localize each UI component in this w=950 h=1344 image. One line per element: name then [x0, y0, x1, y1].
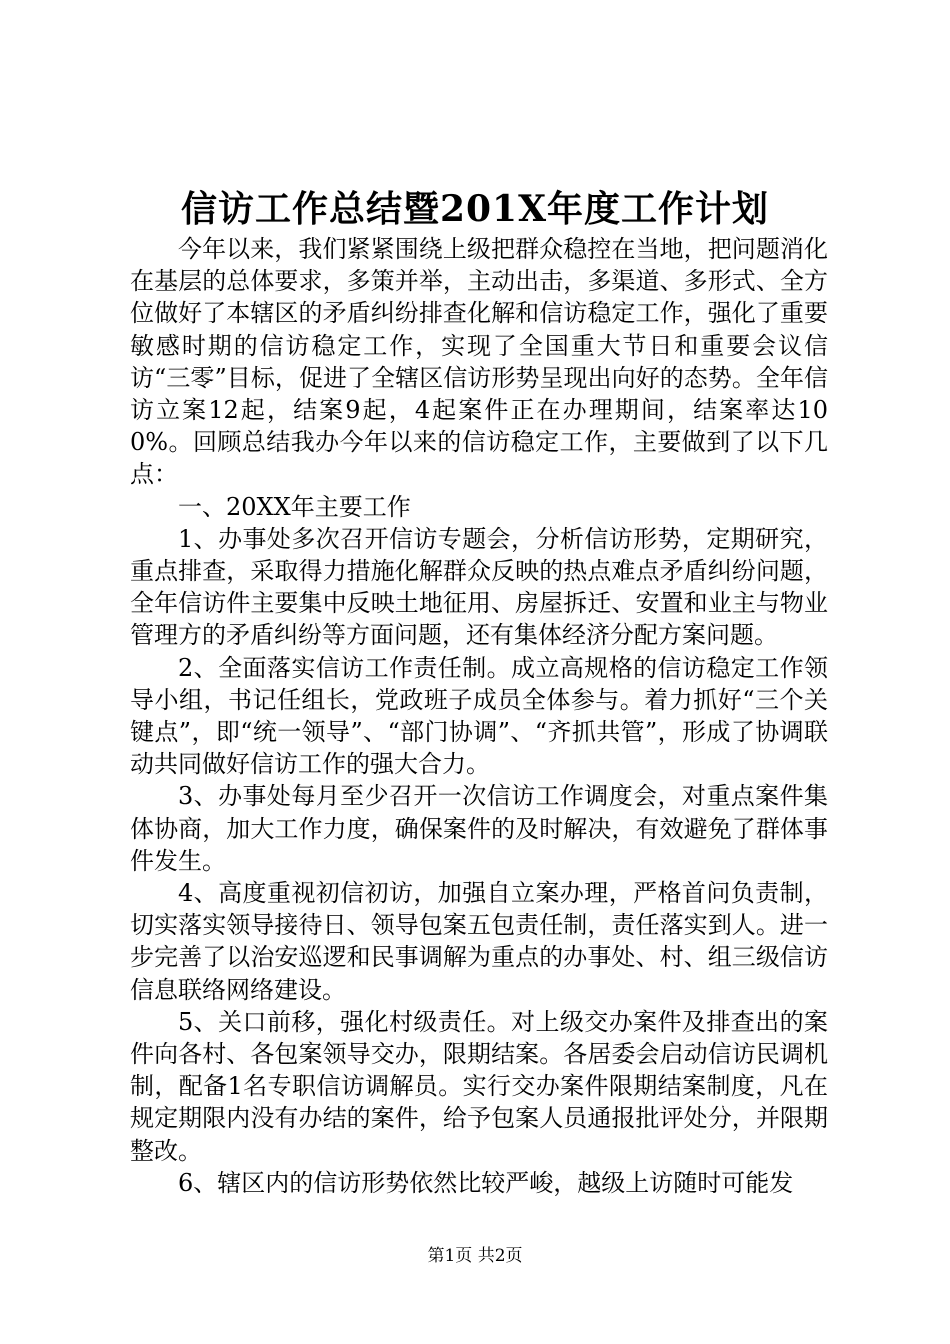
paragraph-intro: 今年以来，我们紧紧围绕上级把群众稳控在当地，把问题消化在基层的总体要求，多策并举，主动出击，多渠道、多形式、全方位做好了本辖区的矛盾纠纷排查化解和信访稳定工作，强化了重要敏感时期的信访稳定工作，实现了全国重大节日和重要会议信访“三零”目标，促进了全辖区信访形势呈现出向好的态势。全年信访立案12起，结案9起，4起案件正在办理期间，结案率达100%。回顾总结我办今年以来的信访稳定工作，主要做到了以下几点： [130, 235, 828, 489]
paragraph-item-2: 2、全面落实信访工作责任制。成立高规格的信访稳定工作领导小组，书记任组长，党政班子成员全体参与。着力抓好“三个关键点”，即“统一领导”、“部门协调”、“齐抓共管”，形成了协调联动共同做好信访工作的强大合力。 [130, 653, 828, 779]
page-number-footer: 第1页 共2页 [427, 1246, 523, 1266]
document-body [130, 233, 828, 1199]
paragraph-item-3: 3、办事处每月至少召开一次信访工作调度会，对重点案件集体协商，加大工作力度，确保案件的及时解决，有效避免了群体事件发生。 [130, 782, 828, 875]
document-title: 信访工作总结暨201X年度工作计划 [180, 188, 770, 230]
section-heading: 一、20XX年主要工作 [178, 492, 411, 521]
paragraph-item-1: 1、办事处多次召开信访专题会，分析信访形势，定期研究，重点排查，采取得力措施化解群众反映的热点难点矛盾纠纷问题，全年信访件主要集中反映土地征用、房屋拆迁、安置和业主与物业管理方的矛盾纠纷等方面问题，还有集体经济分配方案问题。 [130, 524, 828, 650]
paragraph-item-5: 5、关口前移，强化村级责任。对上级交办案件及排查出的案件向各村、各包案领导交办，限期结案。各居委会启动信访民调机制，配备1名专职信访调解员。实行交办案件限期结案制度，凡在规定期限内没有办结的案件，给予包案人员通报批评处分，并限期整改。 [130, 1007, 828, 1165]
paragraph-item-4: 4、高度重视初信初访，加强自立案办理，严格首问负责制，切实落实领导接待日、领导包案五包责任制，责任落实到人。进一步完善了以治安巡逻和民事调解为重点的办事处、村、组三级信访信息联络网络建设。 [130, 879, 828, 1004]
paragraph-item-6: 6、辖区内的信访形势依然比较严峻，越级上访随时可能发 [178, 1168, 794, 1197]
